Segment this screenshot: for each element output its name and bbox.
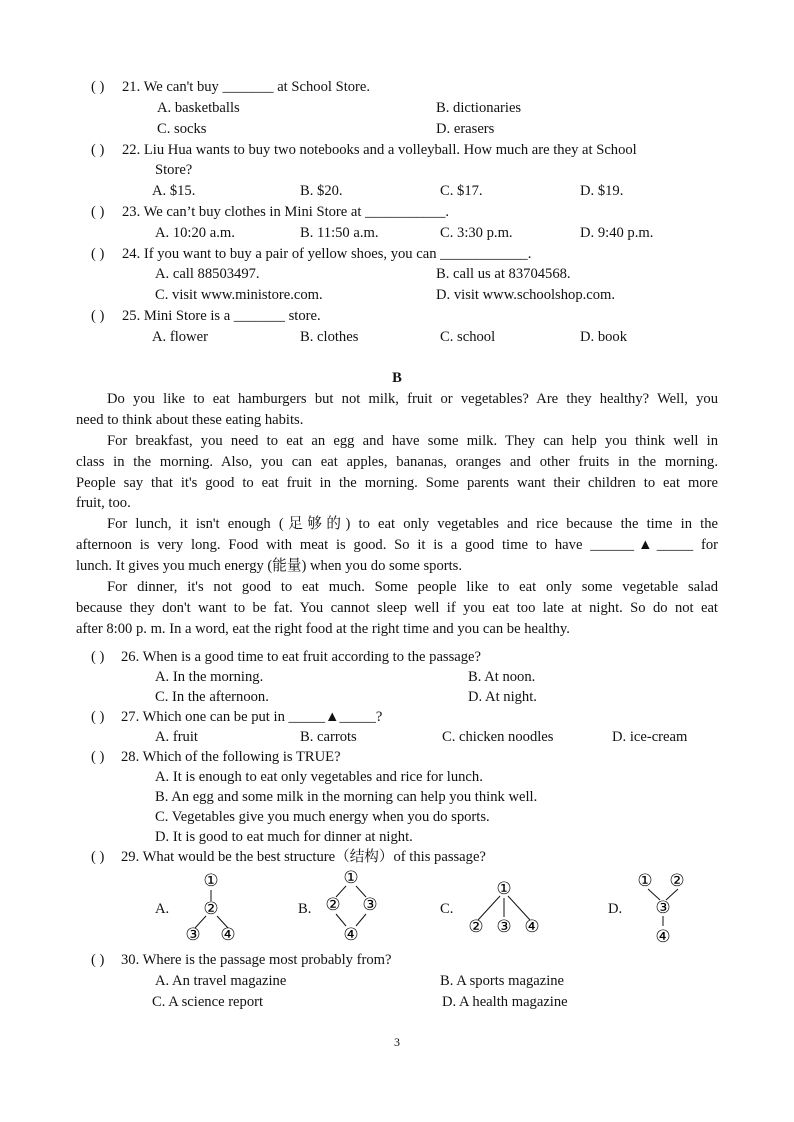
option-c[interactable]: C. chicken noodles — [442, 729, 554, 745]
node-3: ③ — [185, 925, 201, 944]
option-c[interactable]: C. socks — [157, 121, 207, 137]
option-d[interactable]: D. 9:40 p.m. — [580, 225, 654, 241]
structure-diagram-b — [318, 866, 388, 946]
answer-blank[interactable]: ( ) — [91, 204, 105, 220]
question-stem-continued: Store? — [155, 162, 193, 178]
passage-line: Do you like to eat hamburgers but not milk, fruit or vegetables? Are they healthy? Well, you — [107, 391, 718, 407]
option-a[interactable]: A. fruit — [155, 729, 198, 745]
option-b[interactable]: B. At noon. — [468, 669, 536, 685]
passage-line: because they don't want to be fat. You cannot sleep well if you eat too late at night. So do not eat — [76, 599, 718, 616]
answer-blank[interactable]: ( ) — [91, 246, 105, 262]
option-a[interactable]: A. call 88503497. — [155, 266, 260, 282]
node-2: ② — [203, 899, 219, 918]
option-a[interactable]: A. In the morning. — [155, 669, 264, 685]
passage-line: For breakfast, you need to eat an egg and have some milk. They can help you think well in — [107, 433, 718, 449]
option-b[interactable]: B. dictionaries — [436, 100, 522, 116]
passage-line: after 8:00 p. m. In a word, eat the right food at the right time and you can be healthy. — [76, 620, 570, 637]
node-4: ④ — [220, 925, 236, 944]
node-3: ③ — [362, 895, 378, 914]
question-stem: 27. Which one can be put in _____▲_____? — [121, 709, 383, 725]
node-1: ① — [496, 879, 512, 898]
option-b[interactable]: B. 11:50 a.m. — [300, 225, 379, 241]
question-stem: 24. If you want to buy a pair of yellow shoes, you can ____________. — [122, 246, 532, 262]
option-d[interactable]: D. At night. — [468, 689, 537, 705]
option-c[interactable]: C. $17. — [440, 183, 483, 199]
option-d[interactable]: D. erasers — [436, 121, 495, 137]
passage-line: For lunch, it isn't enough (足够的) to eat only vegetables and rice because the time in the — [107, 516, 718, 532]
option-b[interactable]: B. A sports magazine — [440, 973, 565, 989]
answer-blank[interactable]: ( ) — [91, 709, 105, 725]
passage-line: afternoon is very long. Food with meat is good. So it is a good time to have ______▲_____ for — [76, 536, 718, 553]
option-c[interactable]: C. — [440, 901, 454, 917]
option-a[interactable]: A. It is enough to eat only vegetables and rice for lunch. — [155, 769, 483, 785]
structure-diagram-a — [180, 870, 250, 946]
node-4: ④ — [343, 925, 359, 944]
option-d[interactable]: D. book — [580, 329, 628, 345]
option-a[interactable]: A. — [155, 901, 170, 917]
node-4: ④ — [524, 917, 540, 936]
option-b[interactable]: B. call us at 83704568. — [436, 266, 571, 282]
passage-line: class in the morning. Also, you can eat apples, bananas, oranges and other fruits in the morning. — [76, 453, 718, 470]
option-b[interactable]: B. clothes — [300, 329, 359, 345]
passage-paragraph-1 — [76, 389, 718, 431]
option-b[interactable]: B. $20. — [300, 183, 343, 199]
question-stem: 26. When is a good time to eat fruit according to the passage? — [121, 649, 482, 665]
passage-line: need to think about these eating habits. — [76, 411, 304, 428]
question-stem: 30. Where is the passage most probably from? — [121, 952, 392, 968]
option-b[interactable]: B. An egg and some milk in the morning can help you think well. — [155, 789, 538, 805]
option-c[interactable]: C. In the afternoon. — [155, 689, 269, 705]
structure-diagram-c — [462, 874, 552, 940]
passage-line: People say that it's good to eat fruit in the morning. Some parents want their children to eat more — [76, 474, 718, 491]
passage-paragraph-4 — [76, 577, 718, 639]
option-c[interactable]: C. 3:30 p.m. — [440, 225, 513, 241]
node-2: ② — [325, 895, 341, 914]
option-d[interactable]: D. A health magazine — [442, 994, 568, 1010]
answer-blank[interactable]: ( ) — [91, 952, 105, 968]
passage-line: lunch. It gives you much energy (能量) when you do some sports. — [76, 557, 463, 574]
passage-line: fruit, too. — [76, 495, 131, 512]
answer-blank[interactable]: ( ) — [91, 849, 105, 865]
option-a[interactable]: A. An travel magazine — [155, 973, 287, 989]
passage-line: For dinner, it's not good to eat much. Some people like to eat only some vegetable salad — [107, 579, 718, 595]
option-d[interactable]: D. It is good to eat much for dinner at night. — [155, 829, 413, 845]
option-d[interactable]: D. visit www.schoolshop.com. — [436, 287, 616, 303]
node-3: ③ — [496, 917, 512, 936]
option-b[interactable]: B. carrots — [300, 729, 357, 745]
node-2: ② — [669, 871, 685, 890]
node-4: ④ — [655, 927, 671, 946]
node-1: ① — [343, 868, 359, 887]
option-b[interactable]: B. — [298, 901, 312, 917]
node-1: ① — [203, 871, 219, 890]
option-d[interactable]: D. $19. — [580, 183, 624, 199]
option-a[interactable]: A. flower — [152, 329, 208, 345]
option-d[interactable]: D. ice-cream — [612, 729, 688, 745]
answer-blank[interactable]: ( ) — [91, 79, 105, 95]
question-stem: 29. What would be the best structure（结构）of this passage? — [121, 849, 486, 865]
answer-blank[interactable]: ( ) — [91, 649, 105, 665]
page-number: 3 — [394, 1035, 400, 1049]
node-1: ① — [637, 871, 653, 890]
question-stem: 25. Mini Store is a _______ store. — [122, 308, 321, 324]
answer-blank[interactable]: ( ) — [91, 142, 105, 158]
question-stem: 23. We can’t buy clothes in Mini Store at ___________. — [122, 204, 450, 220]
option-a[interactable]: A. basketballs — [157, 100, 240, 116]
question-stem: 22. Liu Hua wants to buy two notebooks and a volleyball. How much are they at School — [122, 142, 637, 158]
passage-paragraph-2 — [76, 431, 718, 514]
node-3: ③ — [655, 898, 671, 917]
passage-paragraph-3 — [76, 514, 718, 576]
option-c[interactable]: C. school — [440, 329, 496, 345]
section-b-title: B — [392, 370, 402, 386]
option-c[interactable]: C. Vegetables give you much energy when you do sports. — [155, 809, 490, 825]
question-stem: 21. We can't buy _______ at School Store. — [122, 79, 371, 95]
option-c[interactable]: C. visit www.ministore.com. — [155, 287, 323, 303]
option-d[interactable]: D. — [608, 901, 623, 917]
option-a[interactable]: A. $15. — [152, 183, 196, 199]
answer-blank[interactable]: ( ) — [91, 308, 105, 324]
question-stem: 28. Which of the following is TRUE? — [121, 749, 341, 765]
option-a[interactable]: A. 10:20 a.m. — [155, 225, 235, 241]
node-2: ② — [468, 917, 484, 936]
answer-blank[interactable]: ( ) — [91, 749, 105, 765]
structure-diagram-d — [630, 868, 700, 948]
option-c[interactable]: C. A science report — [152, 994, 264, 1010]
